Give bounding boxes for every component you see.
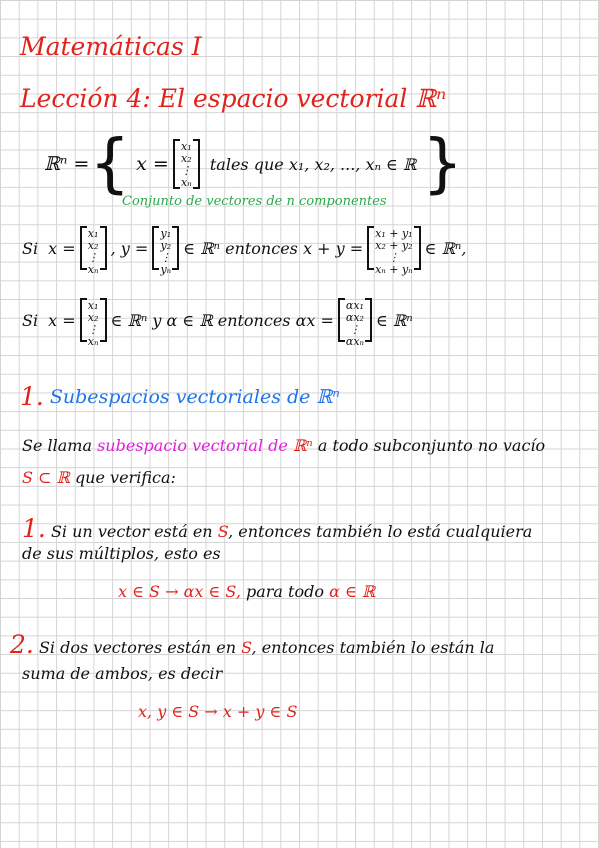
subset-symbol: S ⊂ ℝ (22, 468, 70, 487)
x-eq: x = (136, 153, 169, 175)
item-2-number: 2. (10, 630, 34, 659)
set-S: S (217, 522, 229, 541)
item-1-formula: x ∈ S → αx ∈ S, para todo α ∈ ℝ (118, 582, 376, 601)
set-S: S (241, 638, 252, 657)
scalar-definition (22, 298, 413, 348)
item-1-number: 1. (22, 514, 46, 543)
intro-line-2: S ⊂ ℝ que verifica: (22, 468, 176, 487)
y-vector: y₁ y₂ ⋮ yₙ (152, 226, 179, 270)
page-title: Matemáticas I (20, 32, 202, 61)
lesson-title: Lección 4: El espacio vectorial ℝⁿ (20, 84, 447, 113)
sum-vector: x₁ + y₁ x₂ + y₂ ⋮ xₙ + yₙ (367, 226, 421, 270)
rn-symbol: ℝⁿ (292, 436, 313, 455)
item-2-line-1: 2. Si dos vectores están en S, entonces también lo están la (10, 630, 495, 659)
sum-end: ∈ ℝⁿ, (424, 238, 467, 258)
x-vector: x₁ x₂ ⋮ xₙ (80, 298, 107, 342)
si-label: Si (22, 238, 39, 258)
rn-lhs: ℝⁿ = (44, 153, 90, 175)
item-1-line-2: de sus múltiplos, esto es (22, 544, 221, 563)
ax-vector: αx₁ αx₂ ⋮ αxₙ (338, 298, 372, 342)
scalar-condition: ∈ ℝⁿ y α ∈ ℝ entonces αx = (110, 310, 334, 330)
x-vector: x₁ x₂ ⋮ xₙ (173, 139, 200, 189)
sum-definition (22, 226, 467, 276)
section-number: 1. (20, 382, 44, 411)
left-brace: { (89, 127, 131, 201)
sum-condition: ∈ ℝⁿ entonces x + y = (183, 238, 364, 258)
y-eq: , y = (110, 238, 149, 258)
si-label: Si (22, 310, 39, 330)
highlight-term: subespacio vectorial de (97, 436, 288, 455)
x-eq: x = (48, 310, 76, 330)
right-brace: } (422, 127, 463, 201)
such-that-text: tales que x₁, x₂, ..., xₙ ∈ ℝ (209, 154, 417, 174)
item-2-formula: x, y ∈ S → x + y ∈ S (138, 702, 298, 721)
rn-caption: Conjunto de vectores de n componentes (122, 194, 387, 209)
item-1-line-1: 1. Si un vector está en S, entonces también lo está cualquiera (22, 514, 533, 543)
section-title: Subespacios vectoriales de ℝⁿ (49, 385, 340, 408)
rn-definition (44, 127, 463, 201)
scalar-end: ∈ ℝⁿ (376, 310, 413, 330)
item-2-line-2: suma de ambos, es decir (22, 664, 223, 683)
intro-line-1: Se llama subespacio vectorial de ℝⁿ a todo subconjunto no vacío (22, 436, 546, 455)
x-vector: x₁ x₂ ⋮ xₙ (80, 226, 107, 270)
x-eq: x = (48, 238, 76, 258)
section-heading (20, 382, 340, 411)
